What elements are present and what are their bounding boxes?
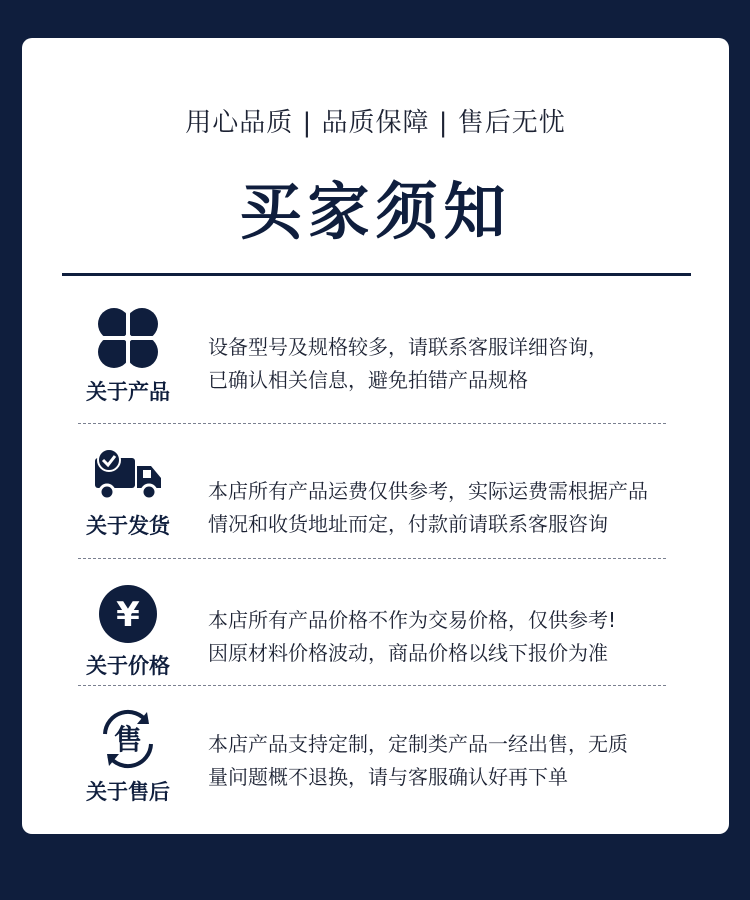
section-after-sale-line-2: 量问题概不退换，请与客服确认好再下单 bbox=[208, 765, 568, 789]
tagline: 用心品质 | 品质保障 | 售后无忧 bbox=[185, 108, 566, 138]
section-after-sale-label: 关于售后 bbox=[86, 780, 170, 804]
clover-icon bbox=[96, 306, 160, 370]
section-shipping-label: 关于发货 bbox=[86, 514, 170, 538]
section-price-desc bbox=[208, 604, 708, 670]
section-product-label: 关于产品 bbox=[86, 380, 170, 404]
section-price-label: 关于价格 bbox=[86, 654, 170, 678]
section-divider bbox=[78, 685, 666, 686]
delivery-truck-icon bbox=[93, 448, 163, 504]
section-shipping-line-1: 本店所有产品运费仅供参考，实际运费需根据产品 bbox=[208, 479, 648, 503]
section-after-sale-icon-box bbox=[78, 708, 178, 806]
section-shipping-line-2: 情况和收货地址而定，付款前请联系客服咨询 bbox=[208, 512, 608, 536]
section-price-line-2: 因原材料价格波动，商品价格以线下报价为准 bbox=[208, 641, 608, 665]
yen-symbol: ¥ bbox=[116, 595, 140, 635]
section-product-line-1: 设备型号及规格较多，请联系客服详细咨询， bbox=[208, 335, 608, 359]
section-price-line-1: 本店所有产品价格不作为交易价格，仅供参考! bbox=[208, 608, 617, 632]
section-product-line-2: 已确认相关信息，避免拍错产品规格 bbox=[208, 368, 528, 392]
sale-character: 售 bbox=[113, 723, 143, 756]
after-sale-cycle-icon bbox=[97, 708, 159, 770]
section-product-desc bbox=[208, 331, 708, 397]
yen-coin-icon bbox=[98, 584, 158, 644]
title-divider bbox=[62, 273, 691, 276]
section-after-sale-desc bbox=[208, 728, 708, 794]
section-price-icon-box bbox=[78, 584, 178, 680]
section-after-sale-line-1: 本店产品支持定制，定制类产品一经出售，无质 bbox=[208, 732, 628, 756]
section-product-icon-box bbox=[78, 306, 178, 406]
section-divider bbox=[78, 558, 666, 559]
section-divider bbox=[78, 423, 666, 424]
section-shipping-desc bbox=[208, 475, 708, 541]
page-title: 买家须知 bbox=[239, 175, 512, 248]
section-shipping-icon-box bbox=[78, 448, 178, 540]
notice-card bbox=[22, 38, 729, 834]
